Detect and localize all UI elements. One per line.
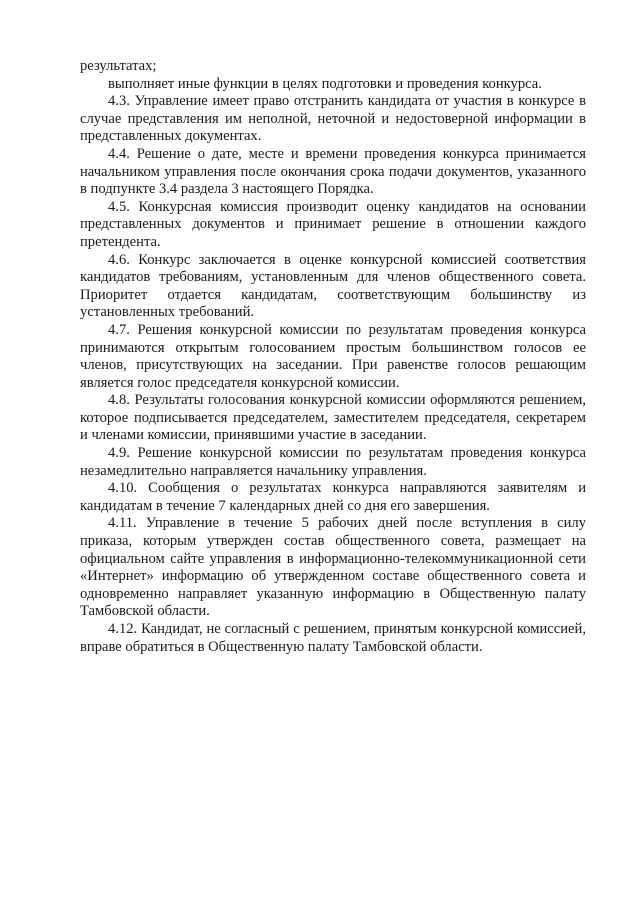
paragraph-4-12: 4.12. Кандидат, не согласный с решением, принятым конкурсной комиссией, вправе обратиться в Общественную палату Тамбовской области. <box>80 621 586 655</box>
paragraph-4-4: 4.4. Решение о дате, месте и времени проведения конкурса принимается начальником управления после окончания срока подачи документов, указанного в подпункте 3.4 раздела 3 настоящего Порядка. <box>80 145 586 198</box>
paragraph-4-8: 4.8. Результаты голосования конкурсной комиссии оформляются решением, которое подписывается председателем, заместителем председателя, секретарем и членами комиссии, принявшими участие в заседании. <box>80 392 586 444</box>
paragraph-4-7: 4.7. Решения конкурсной комиссии по результатам проведения конкурса принимаются открытым голосованием простым большинством голосов ее членов, присутствующих на заседании. При равенстве голосов решающим является голос председателя конкурсной комиссии. <box>80 321 586 391</box>
paragraph-4-11: 4.11. Управление в течение 5 рабочих дней после вступления в силу приказа, которым утвержден состав общественного совета, размещает на официальном сайте управления в информационно-телекоммуникационной сети «Интернет» информацию об утвержденном составе общественного совета и одновременно направляет указанную информацию в Общественную палату Тамбовской области. <box>80 515 586 620</box>
paragraph-results-continuation: результатах; <box>80 58 157 74</box>
paragraph-4-10: 4.10. Сообщения о результатах конкурса направляются заявителям и кандидатам в течение 7 календарных дней со дня его завершения. <box>80 480 586 514</box>
paragraph-other-functions: выполняет иные функции в целях подготовки и проведения конкурса. <box>108 75 542 92</box>
paragraph-4-5: 4.5. Конкурсная комиссия производит оценку кандидатов на основании представленных документов и принимает решение в отношении каждого претендента. <box>80 198 586 250</box>
paragraph-4-6: 4.6. Конкурс заключается в оценке конкурсной комиссией соответствия кандидатов требованиям, установленным для членов общественного совета. Приоритет отдается кандидатам, соответствующим большинству из установленных требований. <box>80 251 586 321</box>
paragraph-4-9: 4.9. Решение конкурсной комиссии по результатам проведения конкурса незамедлительно направляется начальнику управления. <box>80 445 586 479</box>
paragraph-4-3: 4.3. Управление имеет право отстранить кандидата от участия в конкурсе в случае представления им неполной, неточной и недостоверной информации в представленных документах. <box>80 93 586 145</box>
document-body <box>80 58 586 656</box>
